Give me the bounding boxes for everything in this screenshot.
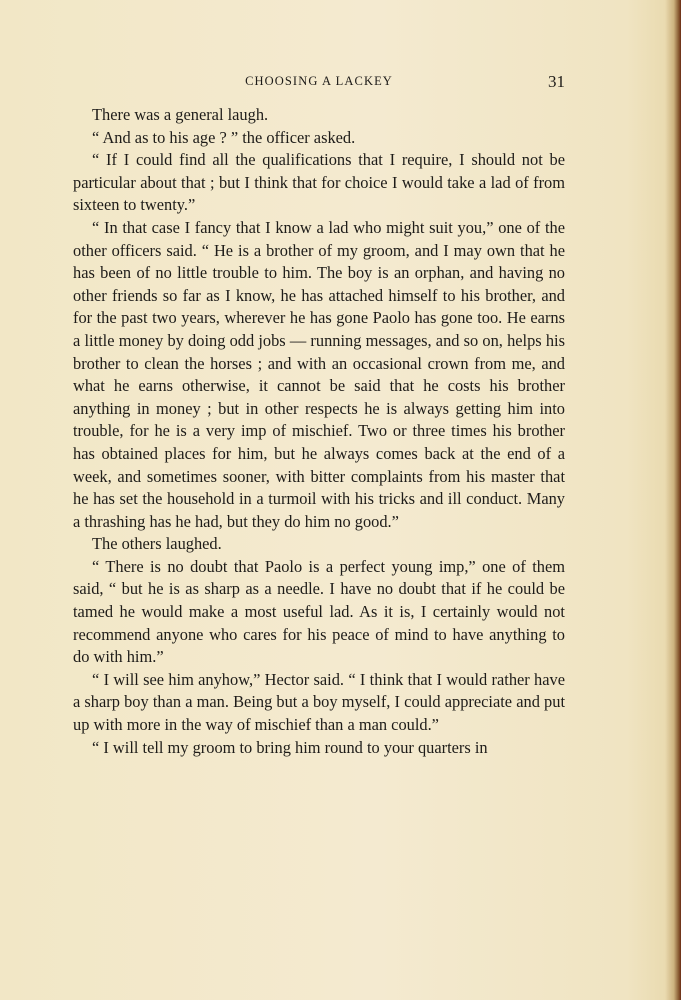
paragraph: There was a general laugh. (92, 105, 269, 124)
paragraph: “ I will tell my groom to bring him round to your quarters in (92, 737, 488, 757)
paragraph: The others laughed. (92, 534, 222, 554)
page-header (73, 72, 565, 92)
running-head: CHOOSING A LACKEY (245, 74, 393, 88)
body-text (73, 104, 565, 759)
paragraph: “ There is no doubt that Paolo is a perfect young imp,” one of them said, “ but he is as sharp as a needle. I have no doubt that if he could be tamed he would make a most useful lad. As it is, I certainly would not recommend anyone who cares for his peace of mind to have anything to do with him.” (73, 556, 565, 667)
paragraph: “ In that case I fancy that I know a lad who might suit you,” one of the other officers said. “ He is a brother of my groom, and I may own that he has been of no little trouble to him. The boy is an orphan, and having no other friends so far as I know, he has attached himself to his brother, and for the past two years, wherever he has gone Paolo has gone too. He earns a little money by doing odd jobs — running messages, and so on, helps his brother to clean the horses ; and with an occasional crown from me, and what he earns otherwise, it cannot be said that he costs his brother anything in money ; but in other respects he is always getting him into trouble, for he is a very imp of mischief. Two or three times his brother has obtained places for him, but he always comes back at the end of a week, and sometimes sooner, with bitter complaints from his master that he has set the household in a turmoil with his tricks and ill conduct. Many a thrashing has he had, but they do him no good.” (73, 217, 565, 531)
page-number: 31 (548, 72, 565, 91)
paragraph: “ And as to his age ? ” the officer asked. (92, 127, 356, 147)
paragraph: “ I will see him anyhow,” Hector said. “ I think that I would rather have a sharp boy than a man. Being but a boy myself, I could appreciate and put up with more in the way of mischief than a man could.” (73, 669, 565, 735)
page-edge (665, 0, 681, 1000)
paragraph: “ If I could find all the qualifications that I require, I should not be particular about that ; but I think that for choice I would take a lad of from sixteen to twenty.” (73, 150, 565, 215)
